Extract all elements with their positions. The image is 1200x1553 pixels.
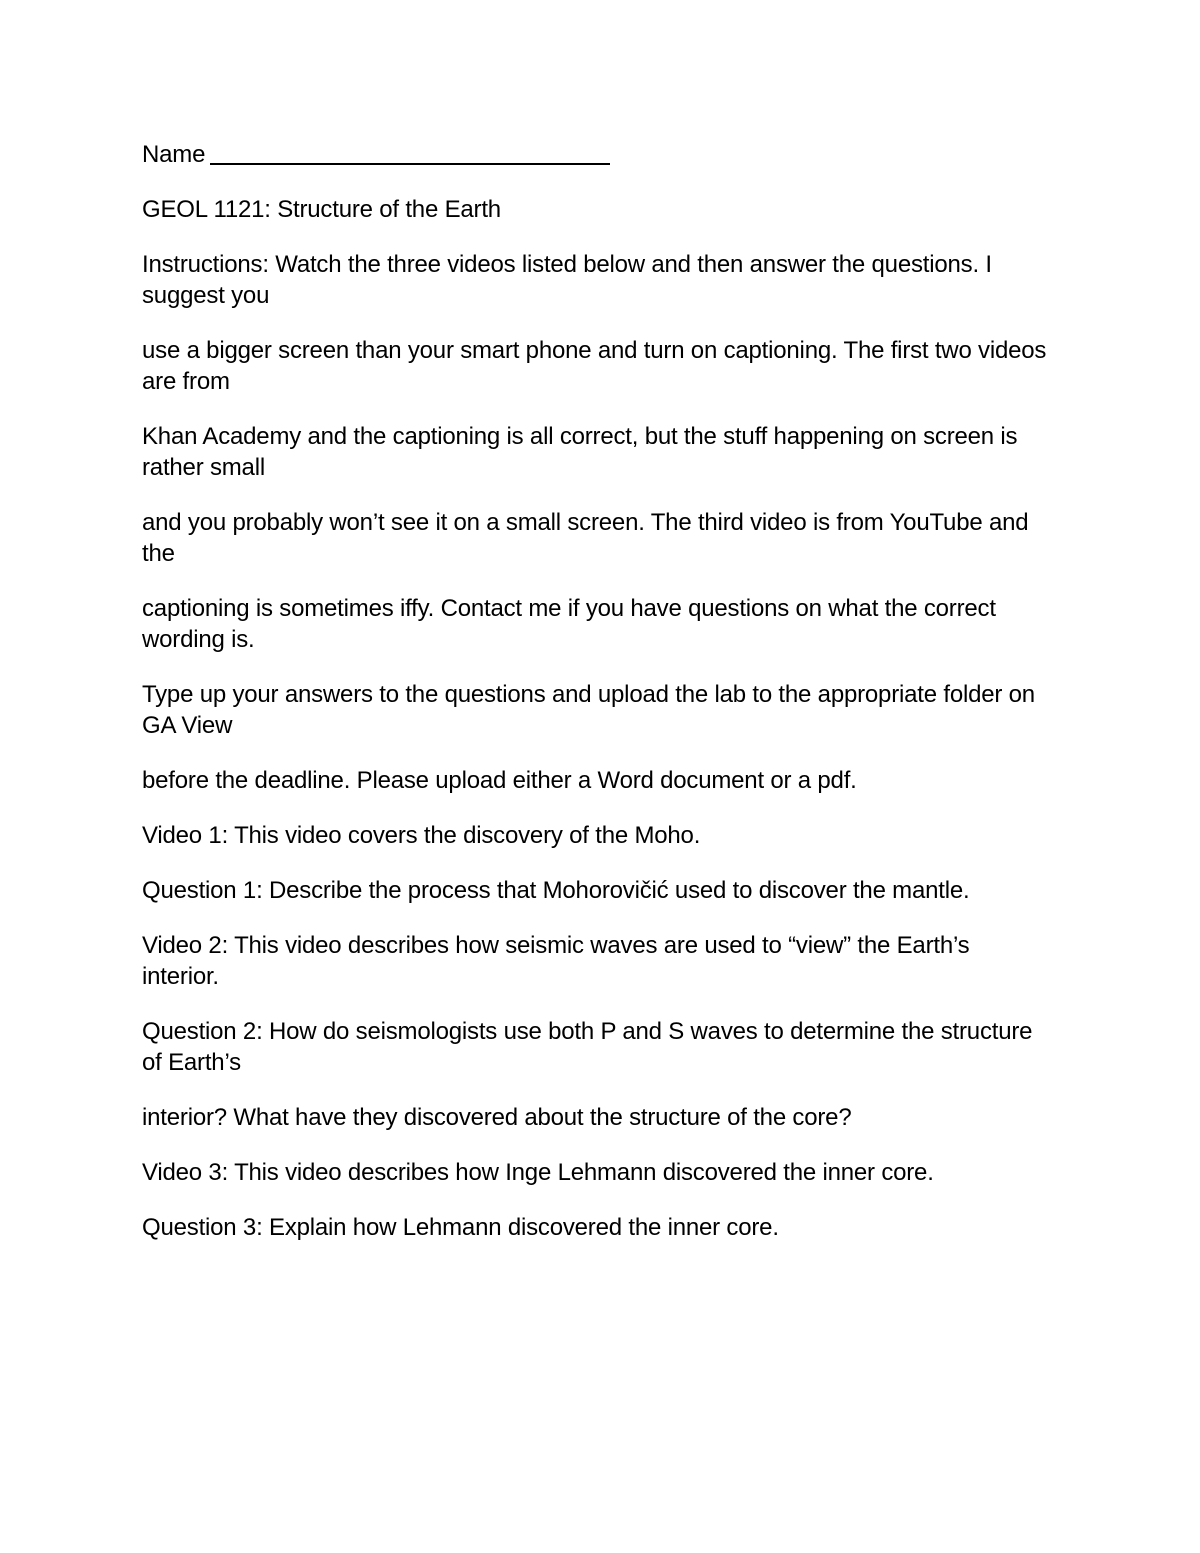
name-label: Name xyxy=(142,141,206,168)
video-1-description: Video 1: This video covers the discovery of the Moho. xyxy=(142,822,701,849)
instructions-paragraph-7: before the deadline. Please upload either a Word document or a pdf. xyxy=(142,767,857,794)
video-3-description: Video 3: This video describes how Inge Lehmann discovered the inner core. xyxy=(142,1159,934,1186)
instructions-paragraph-1: Instructions: Watch the three videos listed below and then answer the questions. I suggest you xyxy=(142,251,992,309)
name-blank-line xyxy=(210,163,610,165)
instructions-paragraph-6: Type up your answers to the questions and upload the lab to the appropriate folder on GA View xyxy=(142,681,1035,739)
question-3: Question 3: Explain how Lehmann discovered the inner core. xyxy=(142,1214,779,1241)
instructions-paragraph-5: captioning is sometimes iffy. Contact me if you have questions on what the correct wording is. xyxy=(142,595,996,653)
question-2-part-1: Question 2: How do seismologists use both P and S waves to determine the structure of Earth’s xyxy=(142,1018,1033,1076)
document-body xyxy=(142,139,1052,1243)
course-title: GEOL 1121: Structure of the Earth xyxy=(142,196,501,223)
name-field-line xyxy=(142,139,1052,170)
question-2-part-2: interior? What have they discovered about the structure of the core? xyxy=(142,1104,852,1131)
video-2-description: Video 2: This video describes how seismic waves are used to “view” the Earth’s interior. xyxy=(142,932,970,990)
instructions-paragraph-4: and you probably won’t see it on a small screen. The third video is from YouTube and the xyxy=(142,509,1029,567)
instructions-paragraph-3: Khan Academy and the captioning is all correct, but the stuff happening on screen is rather small xyxy=(142,423,1018,481)
question-1: Question 1: Describe the process that Mohorovičić used to discover the mantle. xyxy=(142,877,970,904)
instructions-paragraph-2: use a bigger screen than your smart phone and turn on captioning. The first two videos are from xyxy=(142,337,1047,395)
